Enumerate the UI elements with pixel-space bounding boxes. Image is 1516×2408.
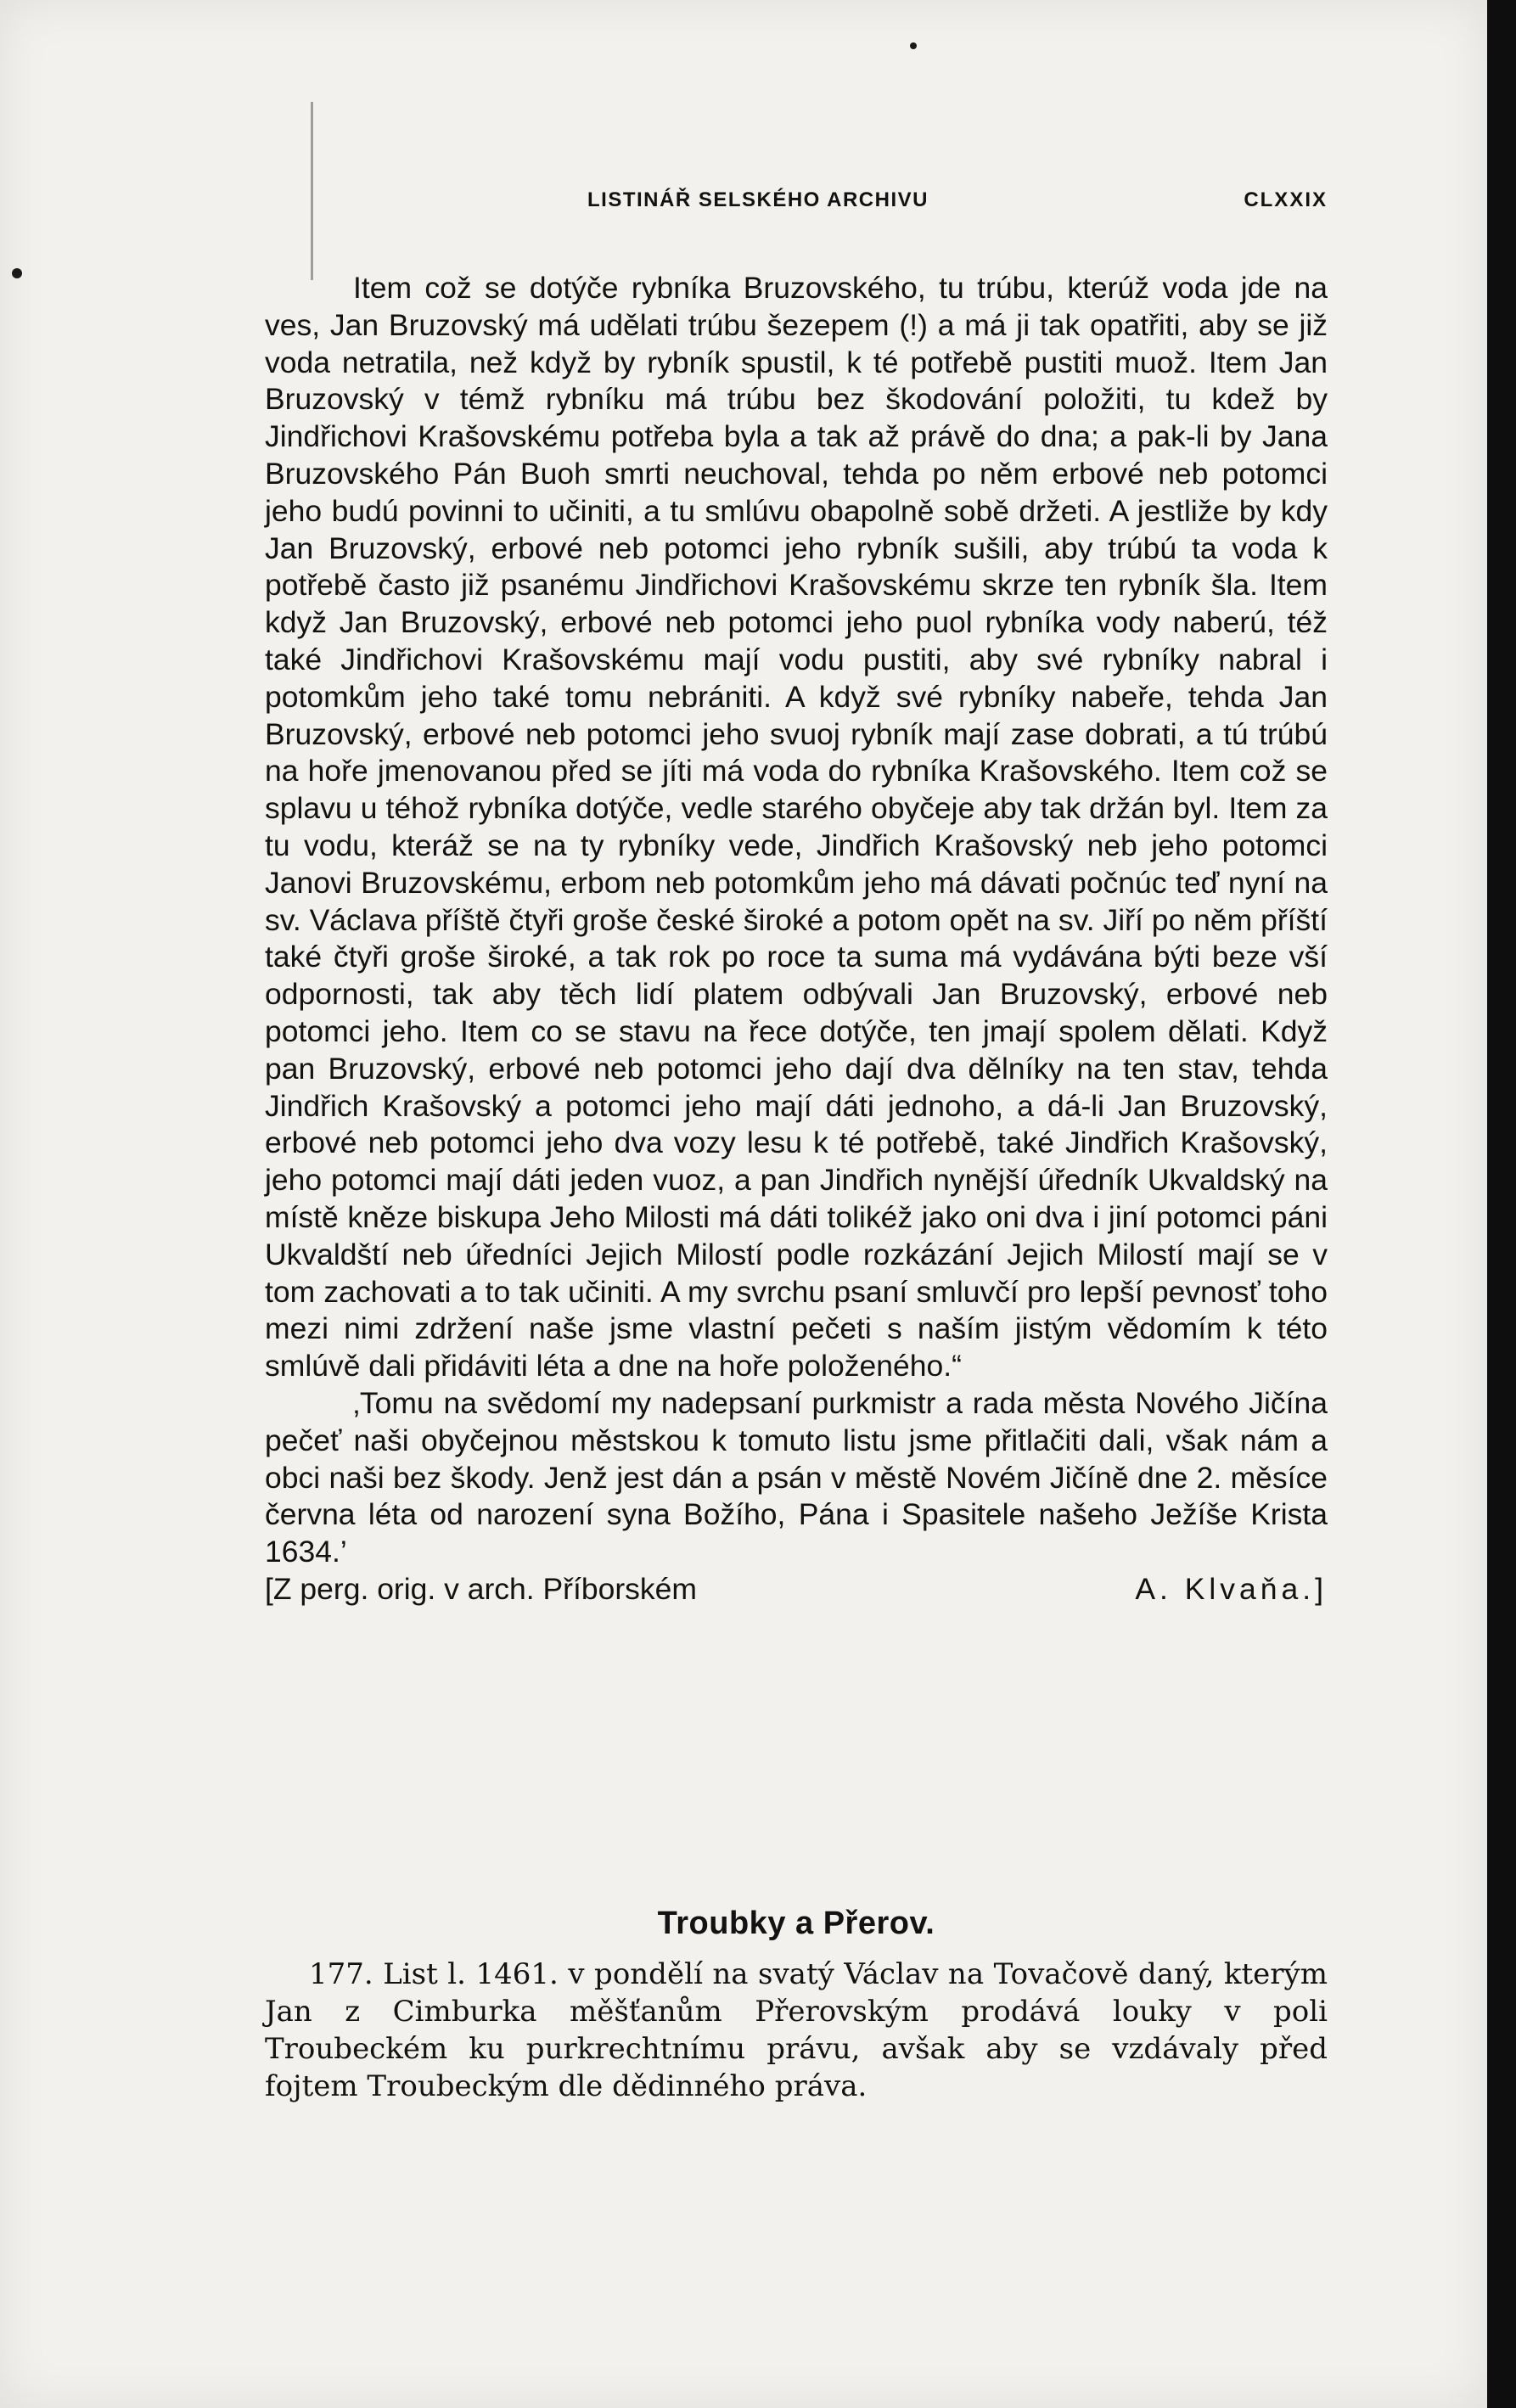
regest-text: List l. 1461. v pondělí na svatý Václav na Tovačově daný, kterým Jan z Cimburka měšťanům Přerovským prodává louky v poli Troubeckém ku purkrechtnímu právu, avšak aby se vzdávaly před fojtem Troubeckým dle dědinného práva. [265,1957,1328,2103]
scan-artifact-dot [12,268,22,278]
source-line [265,1571,1328,1608]
regest-entry [265,1956,1328,2105]
source-note: [Z perg. orig. v arch. Příborském [265,1571,697,1606]
regest-number: 177. [309,1957,373,1991]
page-header [265,188,1328,219]
paragraph: ‚Tomu na svědomí my nadepsaní purkmistr a rada města Nového Jičína pečeť naši obyčejnou městskou k tomuto listu jsme přitlačiti dali, však nám a obci naši bez škody. Jenž jest dán a psán v městě Novém Jičíně dne 2. měsíce června léta od narození syna Božího, Pána i Spasitele našeho Ježíše Krista 1634.’ [265,1385,1328,1569]
running-head: LISTINÁŘ SELSKÉHO ARCHIVU [587,188,929,211]
section-title: Troubky a Přerov. [657,1906,935,1941]
paragraph: Item což se dotýče rybníka Bruzovského, tu trúbu, kterúž voda jde na ves, Jan Bruzovský má udělati trúbu šezepem (!) a má ji tak opatřiti, aby se již voda netratila, než když by rybník spustil, k té potřebě pustiti muož. Item Jan Bruzovský v témž rybníku má trúbu bez škodování položiti, tu kdež by Jindřichovi Krašovskému potřeba byla a tak až právě do dna; a pak-li by Jana Bruzovského Pán Buoh smrti neuchoval, tehda po něm erbové neb potomci jeho budú povinni to učiniti, a tu smlúvu obapolně sobě držeti. A jestliže by kdy Jan Bruzovský, erbové neb potomci jeho rybník sušili, aby trúbú ta voda k potřebě často již psanému Jindřichovi Krašovskému skrze ten rybník šla. Item když Jan Bruzovský, erbové neb potomci jeho puol rybníka vody naberú, též také Jindřichovi Krašovskému mají vodu pustiti, aby své rybníky nabral i potomkům jeho také tomu nebrániti. A když své rybníky nabeře, tehda Jan Bruzovský, erbové neb potomci jeho svuoj rybník mají zase dobrati, a tú trúbú na hoře jmenovanou před se jíti má voda do rybníka Krašovského. Item což se splavu u téhož rybníka dotýče, vedle starého obyčeje aby tak držán byl. Item za tu vodu, kteráž se na ty rybníky vede, Jindřich Krašovský neb jeho potomci Janovi Bruzovskému, erbom neb potomkům jeho má dávati počnúc teď nyní na sv. Václava příště čtyři groše české široké a potom opět na sv. Jiří po něm příští také čtyři groše široké, a tak rok po roce ta suma má vydávána býti beze vší odpornosti, tak aby těch lidí platem odbývali Jan Bruzovský, erbové neb potomci jeho. Item co se stavu na řece dotýče, ten jmají spolem dělati. Když pan Bruzovský, erbové neb potomci jeho dají dva dělníky na ten stav, tehda Jindřich Krašovský a potomci jeho mají dáti jednoho, a dá-li Jan Bruzovský, erbové neb potomci jeho dva vozy lesu k té potřebě, také Jindřich Krašovský, jeho potomci mají dáti jeden vuoz, a pan Jindřich nynější úředník Ukvaldský na místě kněze biskupa Jeho Milosti má dáti tolikéž jako oni dva i jiní potomci páni Ukvaldští neb úředníci Jejich Milostí podle rozkázání Jejich Milostí mají se v tom zachovati a to tak učiniti. A my svrchu psaní smluvčí pro lepší pevnosť toho mezi nimi zdržení naše jsme vlastní pečeti s naším jistým vědomím k této smlúvě dali přidáviti léta a dne na hoře položeného.“ [265,271,1328,1384]
author-signature: A. Klvaňa.] [1135,1571,1328,1606]
main-text [265,270,1328,1608]
page-number: CLXXIX [1244,188,1328,211]
scan-artifact-dot [910,42,917,49]
